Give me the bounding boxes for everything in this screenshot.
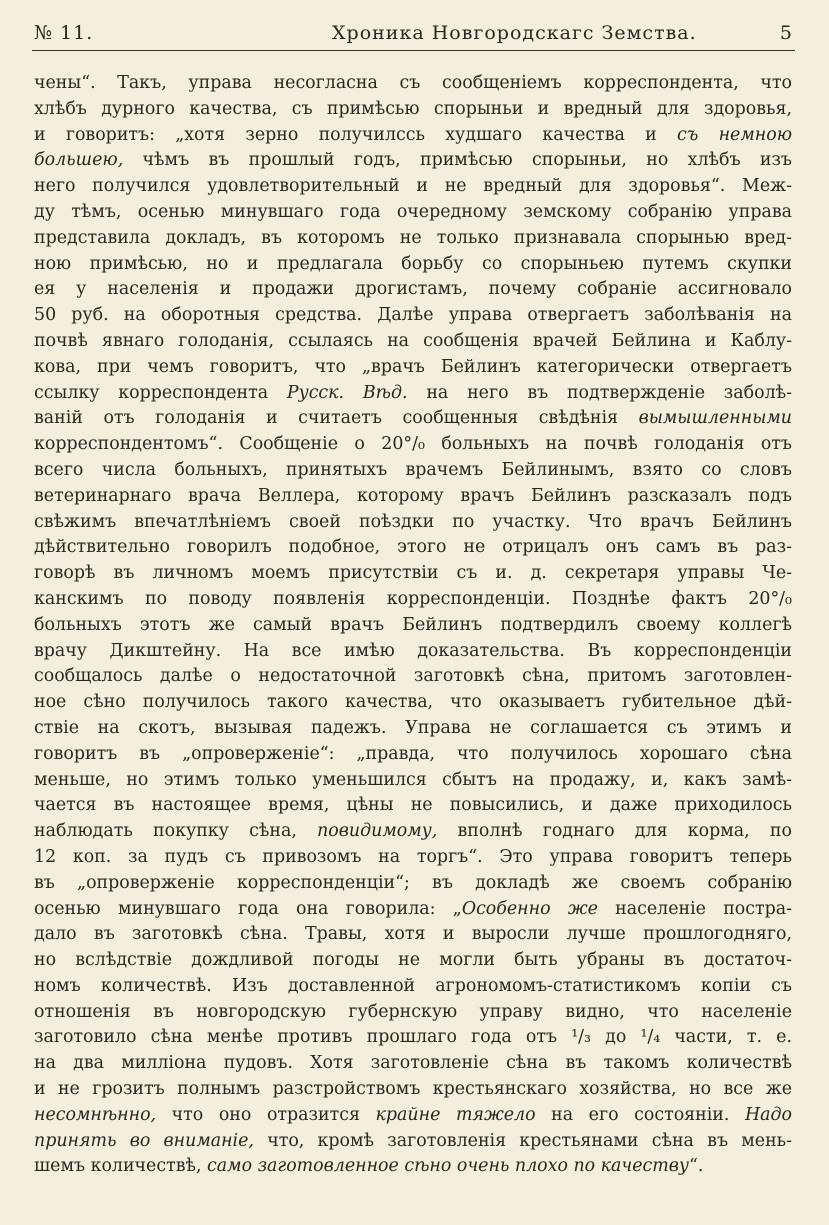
text-segment: ствіе на скотъ, вызывая падежъ. Управа не соглашается съ этимъ и [34,717,792,738]
text-segment: больныхъ этотъ же самый врачъ Бейлинъ подтвердилъ своему коллегѣ [34,614,792,635]
text-segment: номъ количествѣ. Изъ доставленной агрономомъ-статистикомъ копіи съ [34,975,792,996]
text-segment: наблюдать покупку сѣна, [34,821,318,842]
text-segment: вполнѣ годнаго для корма, по [437,821,792,842]
running-header [32,20,795,51]
italic-text: Русск. Вѣд. [286,382,408,403]
text-line [34,1051,792,1077]
text-segment: 50 руб. на оборотныя средства. Далѣе управа отвергаетъ заболѣванія на [34,305,792,326]
italic-text: крайне тяжело [375,1104,536,1125]
text-segment: что оно отразится [156,1104,376,1125]
text-segment: заготовило сѣна менѣе противъ прошлаго года отъ ¹/₃ до ¹/₄ части, т. е. [34,1027,792,1048]
text-segment: канскимъ по поводу появленія корреспонденціи. Позднѣе фактъ 20°/₀ [34,588,792,609]
text-line [34,355,792,381]
text-segment: ваній отъ голоданія и считаетъ сообщенныя свѣдѣнія [34,408,639,429]
text-line [34,768,792,794]
text-line [34,97,792,123]
text-segment: “. [688,1156,704,1177]
text-line [34,793,792,819]
text-line [34,871,792,897]
italic-text: Надо [745,1104,792,1125]
text-line [34,690,792,716]
text-line [34,922,792,948]
text-segment: на него въ подтвержденіе заболѣ- [407,382,792,403]
text-line [34,716,792,742]
text-segment: него получился удовлетворительный и не вредный для здоровья“. Меж- [34,176,792,197]
italic-text: Особенно же [461,898,598,919]
page-number: 5 [779,22,793,44]
text-segment: въ „опроверженіе корреспонденціи“; въ докладѣ же своемъ собранію [34,872,792,893]
text-line [34,252,792,278]
text-segment: хлѣбъ дурного качества, съ примѣсью спорыньи и вредный для здоровья, [34,98,792,119]
text-segment: всего числа больныхъ, принятыхъ врачемъ Бейлинымъ, взято со словъ [34,459,792,480]
text-line [34,123,792,149]
text-line [34,226,792,252]
text-segment: почвѣ явнаго голоданія, ссылаясь на сообщенія врачей Бейлина и Каблу- [34,330,792,351]
text-line [34,174,792,200]
text-line [34,200,792,226]
text-segment: ссылку корреспондента [34,382,287,403]
text-segment: ду тѣмъ, осенью минувшаго года очередному земскому собранію управа [34,201,792,222]
text-line [34,1025,792,1051]
text-segment: осенью минувшаго года она говорила: „ [34,898,462,919]
text-segment: и говоритъ: „хотя зерно получилссь худшаго качества и [34,124,678,145]
text-segment: чается въ настоящее время, цѣны не повысились, и даже приходилось [34,795,792,816]
text-segment: сообщалось далѣе о недостаточной заготовкѣ сѣна, притомъ заготовлен- [34,666,792,687]
text-segment: ное сѣно получилось такого качества, что оказываетъ губительное дѣй- [34,692,792,713]
issue-number: № 11. [34,22,94,44]
text-segment: говорѣ въ личномъ моемъ присутствіи съ и. д. секретаря управы Че- [34,563,792,584]
text-line [34,484,792,510]
text-line [34,458,792,484]
text-line [34,948,792,974]
text-line [34,639,792,665]
text-segment: говоритъ въ „опроверженіе“: „правда, что получилось хорошаго сѣна [34,743,792,764]
text-line [34,381,792,407]
text-segment: кова, при чемъ говоритъ, что „врачъ Бейлинъ категорически отвергаетъ [34,356,792,377]
text-line [34,71,792,97]
text-segment: что, кромѣ заготовленія крестьянами сѣна въ мень- [253,1130,792,1151]
text-segment: чены“. Такъ, управа несогласна съ сообщеніемъ корреспондента, что [34,73,792,93]
text-line [34,664,792,690]
text-segment: меньше, но этимъ только уменьшился сбытъ на продажу, и, какъ замѣ- [34,769,792,790]
text-segment: представила докладъ, въ которомъ не только признавала спорынью вред- [34,227,792,248]
journal-title: Хроника Новгородскагс Земства. [332,22,697,44]
text-segment: ветеринарнаго врача Веллера, которому врачъ Бейлинъ разсказалъ подъ [34,485,792,506]
article-body [34,71,792,1180]
text-line [34,1077,792,1103]
text-segment: врачу Дикштейну. На все имѣю доказательства. Въ корреспонденціи [34,640,792,661]
text-segment: дало въ заготовкѣ сѣна. Травы, хотя и выросли лучше прошлогодняго, [34,924,792,945]
text-line [34,406,792,432]
text-line [34,1129,792,1155]
text-line [34,1103,792,1129]
italic-text: вымышленными [638,408,792,429]
text-segment: отношенія въ новгородскую губернскую управу видно, что населеніе [34,1001,792,1022]
text-segment: дѣйствительно говорилъ подобное, этого не отрицалъ онъ самъ въ раз- [34,537,792,558]
italic-text: несомнѣнно, [34,1104,157,1125]
italic-text: большею, [34,150,124,171]
text-segment: на его состояніи. [535,1104,745,1125]
text-line [34,148,792,174]
text-line [34,587,792,613]
text-line [34,974,792,1000]
text-segment: и не грозитъ полнымъ разстройствомъ крестьянскаго хозяйства, но все же [34,1079,792,1100]
text-segment: чѣмъ въ прошлый годъ, примѣсью спорыньи, но хлѣбъ изъ [123,150,792,171]
italic-text: принять во вниманіе, [34,1130,254,1151]
text-segment: корреспондентомъ“. Сообщеніе о 20°/₀ больныхъ на почвѣ голоданія отъ [34,434,792,455]
italic-text: съ немною [677,124,792,145]
text-line [34,742,792,768]
text-segment: ея у населенія и продажи дрогистамъ, почему собраніе ассигновало [34,279,792,300]
text-line [34,303,792,329]
text-line [34,1154,792,1180]
text-line [34,432,792,458]
text-segment: но вслѣдствіе дождливой погоды не могли быть убраны въ достаточ- [34,950,792,971]
text-segment: ною примѣсью, но и предлагала борьбу со спорыньею путемъ скупки [34,253,792,274]
italic-text: само заготовленное сѣно очень плохо по качеству [207,1156,689,1177]
text-line [34,819,792,845]
text-line [34,845,792,871]
text-line [34,277,792,303]
text-segment: населеніе постра- [597,898,792,919]
text-line [34,329,792,355]
text-line [34,897,792,923]
text-segment: шемъ количествѣ, [34,1156,208,1177]
italic-text: повидимому, [317,821,438,842]
text-line [34,510,792,536]
text-segment: на два милліона пудовъ. Хотя заготовленіе сѣна въ такомъ количествѣ [34,1053,792,1074]
text-line [34,1000,792,1026]
text-segment: 12 коп. за пудъ съ привозомъ на торгъ“. Это управа говоритъ теперь [34,846,792,867]
text-line [34,613,792,639]
text-segment: свѣжимъ впечатлѣніемъ своей поѣздки по участку. Что врачъ Бейлинъ [34,511,792,532]
text-line [34,535,792,561]
text-line [34,561,792,587]
